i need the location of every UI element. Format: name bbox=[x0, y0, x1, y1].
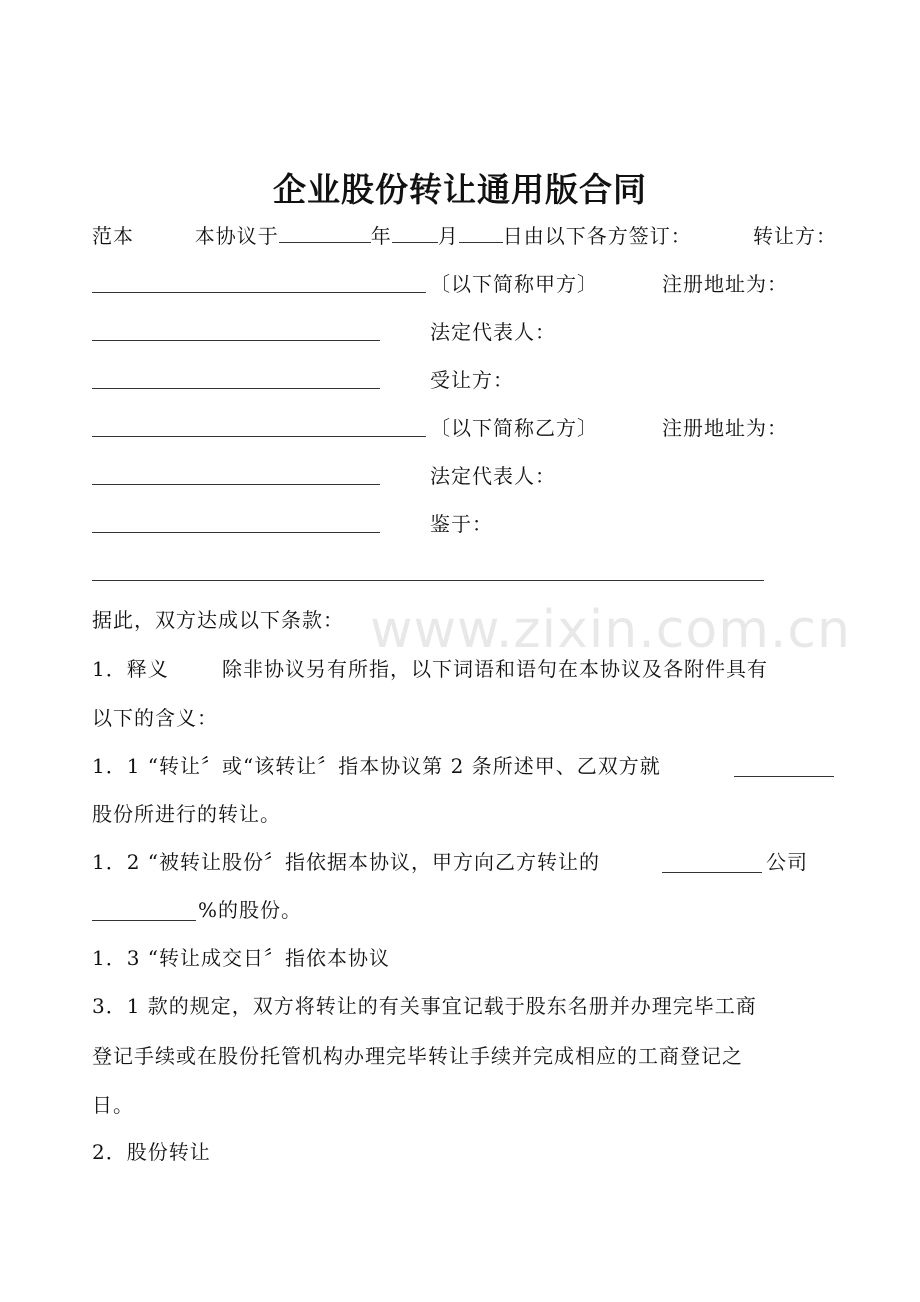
clause-3-1-line3: 日。 bbox=[92, 1093, 134, 1117]
date-suffix: 日由以下各方签订： bbox=[502, 224, 692, 248]
section-2-heading: 2．股份转让 bbox=[92, 1140, 211, 1164]
clause-3-1-line1: 3．1 款的规定，双方将转让的有关事宜记载于股东名册并办理完毕工商 bbox=[92, 994, 757, 1018]
party-a-address-label: 注册地址为： bbox=[662, 272, 788, 296]
blank-party-a-name[interactable] bbox=[92, 292, 426, 293]
watermark: www.zixin.com.cn bbox=[370, 600, 851, 660]
section-1-heading: 1．释义 bbox=[92, 657, 169, 681]
transferee-label: 受让方： bbox=[430, 368, 514, 392]
document-title: 企业股份转让通用版合同 bbox=[273, 170, 647, 209]
transferor-label: 转让方： bbox=[753, 224, 837, 248]
party-b-rep-label: 法定代表人： bbox=[430, 464, 556, 488]
blank-month[interactable] bbox=[392, 222, 438, 243]
month-label: 月 bbox=[437, 224, 459, 248]
blank-day[interactable] bbox=[459, 222, 503, 243]
section-1-text: 除非协议另有所指，以下词语和语句在本协议及各附件具有 bbox=[222, 657, 768, 681]
party-b-address-label: 注册地址为： bbox=[662, 416, 788, 440]
blank-party-b-name[interactable] bbox=[92, 436, 426, 437]
clause-1-1-text: 1．1 “转让〞或“该转让〞指本协议第 2 条所述甲、乙双方就 bbox=[92, 754, 661, 778]
blank-party-b-address[interactable] bbox=[92, 484, 380, 485]
header-line bbox=[92, 222, 692, 250]
whereas-label: 鉴于： bbox=[430, 512, 493, 536]
blank-party-a-address[interactable] bbox=[92, 340, 380, 341]
section-1-text-cont: 以下的含义： bbox=[92, 706, 218, 730]
blank-clause-1-2-company[interactable] bbox=[662, 872, 762, 873]
year-label: 年 bbox=[370, 224, 392, 248]
blank-whereas[interactable] bbox=[92, 580, 764, 581]
party-b-short-name: 〔以下简称乙方〕 bbox=[430, 416, 598, 440]
blank-party-b-rep[interactable] bbox=[92, 532, 380, 533]
blank-date[interactable] bbox=[279, 222, 371, 243]
party-a-rep-label: 法定代表人： bbox=[430, 320, 556, 344]
hereby-paragraph: 据此，双方达成以下条款： bbox=[92, 608, 344, 632]
blank-clause-1-2-percent[interactable] bbox=[92, 920, 196, 921]
clause-1-3: 1．3 “转让成交日〞指依本协议 bbox=[92, 946, 391, 970]
clause-3-1-line2: 登记手续或在股份托管机构办理完毕转让手续并完成相应的工商登记之 bbox=[92, 1044, 743, 1068]
fanben-label: 范本 bbox=[92, 224, 134, 248]
clause-1-1-cont: 股份所进行的转让。 bbox=[92, 802, 281, 826]
agreement-prefix: 本协议于 bbox=[194, 224, 279, 248]
clause-1-2-company: 公司 bbox=[766, 850, 808, 874]
blank-clause-1-1[interactable] bbox=[734, 776, 834, 777]
clause-1-2-cont: %的股份。 bbox=[198, 898, 303, 922]
party-a-short-name: 〔以下简称甲方〕 bbox=[430, 272, 598, 296]
clause-1-2-text: 1．2 “被转让股份〞指依据本协议，甲方向乙方转让的 bbox=[92, 850, 601, 874]
blank-party-a-rep[interactable] bbox=[92, 388, 380, 389]
clause-1-1 bbox=[92, 752, 661, 780]
